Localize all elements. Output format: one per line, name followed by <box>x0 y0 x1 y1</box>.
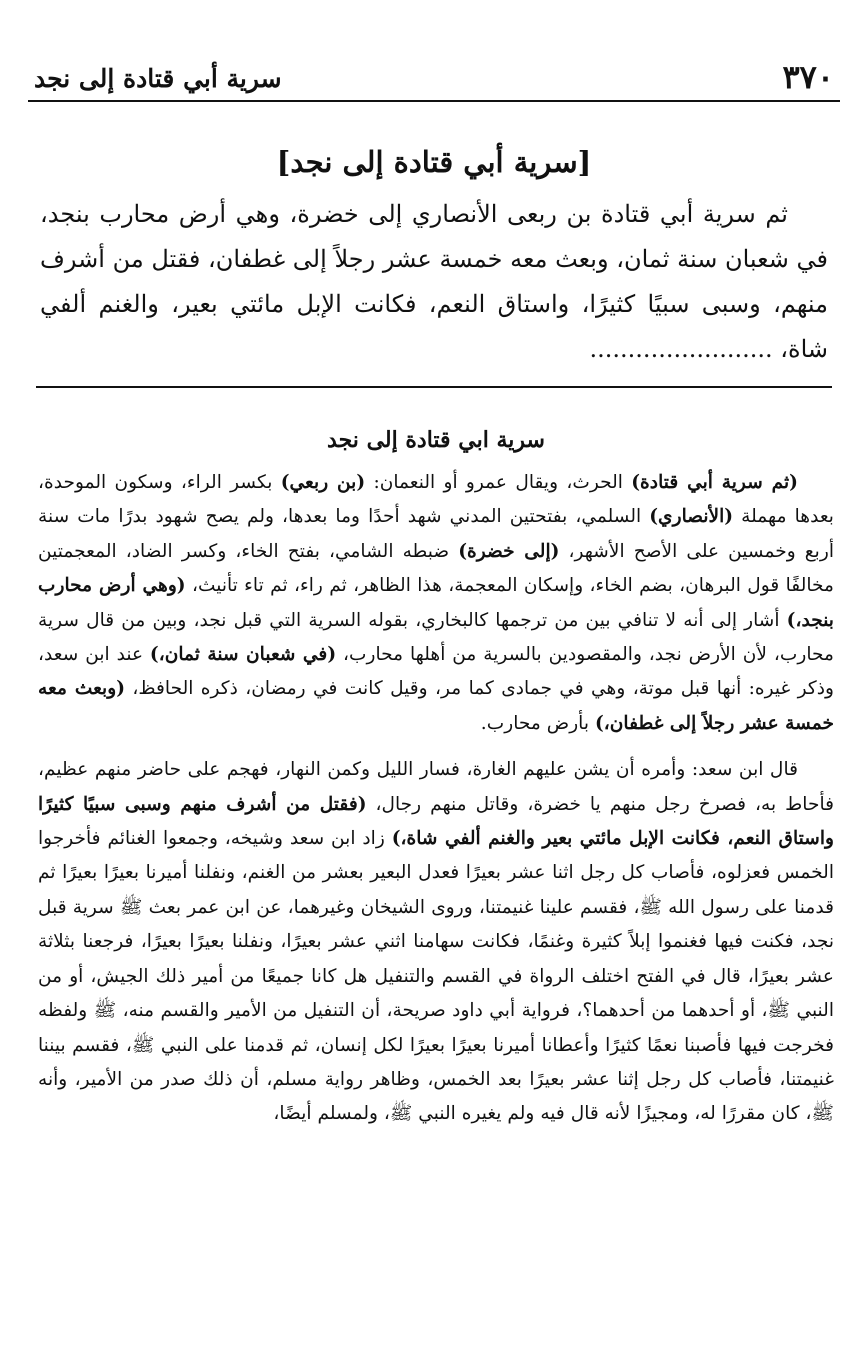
page-header <box>28 56 840 102</box>
quoted-phrase: (الأنصاري) <box>649 506 734 528</box>
quoted-phrase: (وهي أرض محارب بنجد،) <box>38 575 834 631</box>
commentary-text: زاد ابن سعد وشيخه، وجمعوا الغنائم فأخرجوا الخمس فعزلوه، فأصاب كل رجل اثنا عشر بعيرًا فعدل البعير بعشر من الغنم، ونفلنا أميرنا بعيرًا بعيرًا ثم قدمنا على رسول الله ﷺ، فقسم علينا غنيمتنا، وروى الشيخان وغيرهما، عن ابن عمر بعث ﷺ سرية قبل نجد، فكنت فيها فغنموا إبلاً كثيرة وغنمًا، فكانت سهامنا اثني عشر بعيرًا، ونفلنا بعيرًا بعيرًا، فرجعنا بثلاثة عشر بعيرًا، قال في الفتح اختلف الرواة في القسم والتنفيل هل كانا جميعًا من أمير ذلك الجيش، أو من النبي ﷺ، أو أحدهما من أحدهما؟، فرواية أبي داود صريحة، أن التنفيل من الأمير والقسم منه، ﷺ ولفظه فخرجت فيها فأصبنا نعمًا كثيرًا وأعطانا أميرنا بعيرًا بعيرًا لكل إنسان، ثم قدمنا على النبي ﷺ، فقسم بيننا غنيمتنا، فأصاب كل رجل إثنا عشر بعيرًا بعد الخمس، وظاهر رواية مسلم، أن ذلك صدر من الأمير، وأنه ﷺ، كان مقررًا له، ومجيزًا لأنه قال فيه ولم يغيره النبي ﷺ، ولمسلم أيضًا، <box>38 828 834 1125</box>
main-text-section <box>40 142 828 372</box>
commentary-paragraph-1 <box>38 466 834 741</box>
quoted-phrase: (ثم سرية أبي قتادة) <box>631 472 798 493</box>
quoted-phrase: (في شعبان سنة ثمان،) <box>149 644 337 666</box>
quoted-phrase: (فقتل من أشرف منهم وسبى سبيًا كثيرًا واستاق النعم، فكانت الإبل مائتي بعير والغنم ألفي شاة،) <box>38 793 834 850</box>
commentary-text: السلمي، بفتحتين المدني شهد أحدًا وما بعدها، ولم يصح شهود بدرًا مات سنة أربع وخمسين على الأصح الأشهر، <box>38 506 834 562</box>
section-divider <box>36 386 832 388</box>
main-heading: [سرية أبي قتادة إلى نجد] <box>276 145 592 179</box>
quoted-phrase: (وبعث معه خمسة عشر رجلاً إلى غطفان،) <box>38 678 834 734</box>
commentary-paragraph-2 <box>38 753 834 1131</box>
commentary-text: قال ابن سعد: وأمره أن يشن عليهم الغارة، فسار الليل وكمن النهار، فهجم على حاضر منهم عظيم، فأحاط به، فصرخ رجل منهم يا خضرة، وقاتل منهم رجال، <box>38 759 834 815</box>
main-body-paragraph: ثم سرية أبي قتادة بن ربعى الأنصاري إلى خضرة، وهي أرض محارب بنجد، في شعبان سنة ثمان، وبعث معه خمسة عشر رجلاً إلى غطفان، فقتل من أشرف منهم، وسبى سبيًا كثيرًا، واستاق النعم، فكانت الإبل مائتي بعير، والغنم ألفي شاة، ........................ <box>40 200 828 363</box>
running-title: سرية أبي قتادة إلى نجد <box>34 64 282 93</box>
quoted-phrase: (بن ربعي) <box>280 472 366 493</box>
commentary-section <box>38 422 834 1132</box>
commentary-heading: سرية ابي قتادة إلى نجد <box>327 427 545 453</box>
commentary-text: ضبطه الشامي، بفتح الخاء، وكسر الضاد، المعجمتين مخالفًا قول البرهان، بضم الخاء، وإسكان المعجمة، هذا الظاهر، ثم راء، ثم تاء تأنيث، <box>38 540 834 597</box>
quoted-phrase: (إلى خضرة) <box>458 540 560 562</box>
commentary-text: أشار إلى أنه لا تنافي بين من ترجمها كالبخاري، بقوله السرية التي قبل نجد، وبين من قال سرية محارب، لأن الأرض نجد، والمقصودين بالسرية من أهلها محارب، <box>38 609 834 666</box>
commentary-text: بأرض محارب. <box>480 712 595 734</box>
commentary-text: عند ابن سعد، وذكر غيره: أنها قبل موتة، وهي في جمادى كما مر، وقيل كانت في رمضان، ذكره الحافظ، <box>38 644 834 700</box>
commentary-text: الحرث، ويقال عمرو أو النعمان: <box>365 472 632 493</box>
page-number: ٣٧٠ <box>782 58 834 96</box>
commentary-text: بكسر الراء، وسكون الموحدة، بعدها مهملة <box>38 472 834 528</box>
